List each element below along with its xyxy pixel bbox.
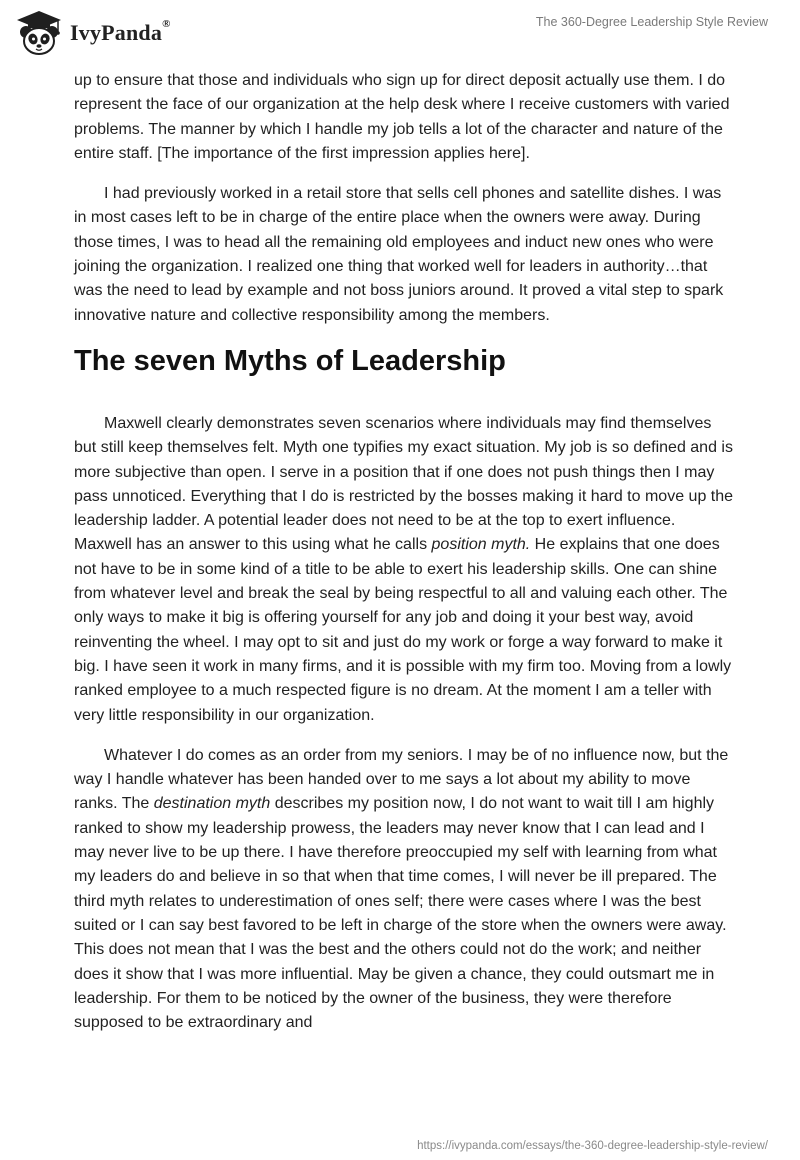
paragraph-4-emphasis: destination myth: [153, 795, 271, 813]
section-heading: The seven Myths of Leadership: [74, 344, 506, 377]
registered-mark: ®: [162, 18, 171, 30]
paragraph-4-text-a: Whatever I do comes as an order from my seniors. I may be of no influence now, but the way I handle whatever has been handed over to me says a lot about my ability to move ranks. The: [74, 746, 729, 813]
paragraph-1: up to ensure that those and individuals who sign up for direct deposit actually use them. I do represent the face of our organization at the help desk where I receive customers with varied problems. The manner by which I handle my job tells a lot of the character and nature of the entire staff. [The importance of the first impression applies here].: [74, 72, 730, 162]
brand-logo[interactable]: [14, 8, 171, 58]
essay-body: [74, 69, 734, 1051]
paragraph-3: [74, 412, 734, 728]
paragraph-3-text-b: He explains that one does not have to be in some kind of a title to be able to exert his leadership skills. One can shine from whatever level and break the seal by being respectful to all and valuing each other. The only ways to make it big is offering yourself for any job and doing it your best way, avoid reinventing the wheel. I may opt to sit and just do my work or forge a way forward to make it big. I have seen it work in many firms, and it is possible with my firm too. Moving from a lowly ranked employee to a much respected figure is no dream. At the moment I am a teller with very little responsibility in our organization.: [74, 536, 732, 724]
paragraph-3-emphasis: position myth.: [431, 536, 531, 554]
paragraph-4: [74, 744, 734, 1036]
page-header: [0, 0, 800, 70]
document-title: The 360-Degree Leadership Style Review: [535, 15, 768, 29]
paragraph-4-text-b: describes my position now, I do not want to wait till I am highly ranked to show my leadership prowess, the leaders may never know that I can lead and I may never live to be up there. I have therefore preoccupied my self with learning from what my leaders do and believe in so that when that time comes, I will never be ill prepared. The third myth relates to underestimation of ones self; there were cases where I was the best suited or I can say best favored to be left in charge of the store when the owners were away. This does not mean that I was the best and the others could not do the work; and neither does it show that I was more influential. May be given a chance, they could outsmart me in leadership. For them to be noticed by the owner of the business, they were therefore supposed to be extraordinary and: [74, 795, 727, 1032]
panda-graduate-icon: [14, 8, 64, 58]
source-url[interactable]: https://ivypanda.com/essays/the-360-degree-leadership-style-review/: [417, 1140, 768, 1152]
paragraph-3-text-a: Maxwell clearly demonstrates seven scenarios where individuals may find themselves but still keep themselves felt. Myth one typifies my exact situation. My job is so defined and is more subjective than open. I serve in a position that if one does not push things then I may pass unnoticed. Everything that I do is restricted by the bosses making it hard to move up the leadership ladder. A potential leader does not need to be at the top to exert influence. Maxwell has an answer to this using what he calls: [74, 414, 734, 554]
paragraph-2: I had previously worked in a retail store that sells cell phones and satellite dishes. I was in most cases left to be in charge of the entire place when the owners were away. During those times, I was to head all the remaining old employees and induct new ones who were joining the organization. I realized one thing that worked well for leaders in authority…that was the need to lead by example and not boss juniors around. It proved a vital step to spark innovative nature and collective responsibility among the members.: [74, 185, 724, 324]
brand-name: IvyPanda®: [70, 18, 171, 45]
